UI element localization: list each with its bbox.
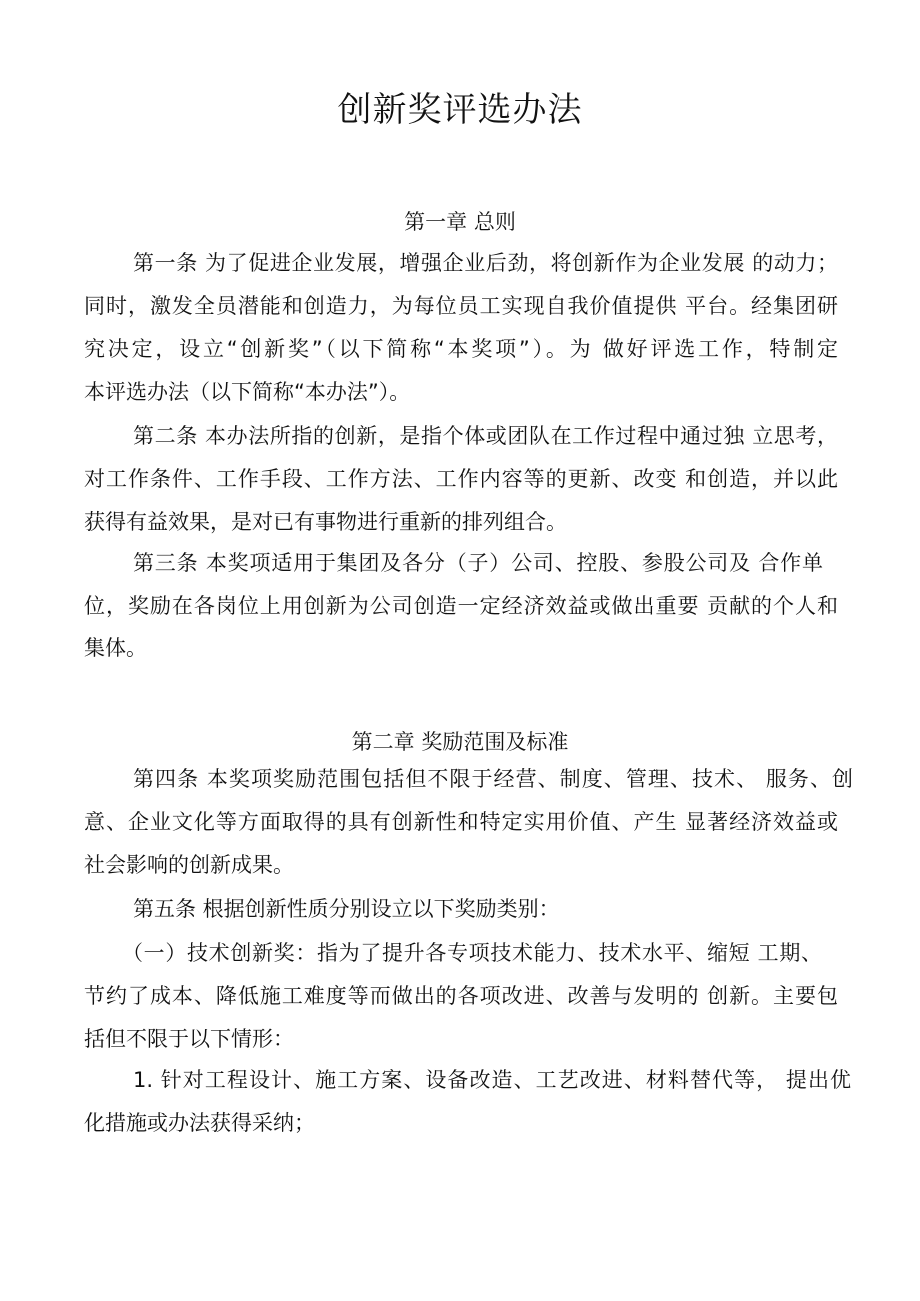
article-3-line: 集体。 [84, 636, 147, 660]
chapter-1-heading: 第一章 总则 [404, 210, 516, 234]
document-title: 创新奖评选办法 [337, 90, 583, 130]
list-item-1-line: 化措施或办法获得采纳； [84, 1111, 315, 1135]
tech-award-line: 括但不限于以下情形： [84, 1027, 294, 1051]
article-2-line: 对工作条件、工作手段、工作方法、工作内容等的更新、改变 和创造，并以此 [84, 467, 838, 491]
list-item-1-line: 1. 针对工程设计、施工方案、设备改造、工艺改进、材料替代等， 提出优 [133, 1068, 851, 1092]
tech-award-line: 节约了成本、降低施工难度等而做出的各项改进、改善与发明的 创新。主要包 [84, 984, 838, 1008]
article-1-line: 第一条 为了促进企业发展，增强企业后劲，将创新作为企业发展 的动力； [133, 251, 838, 275]
article-1-line: 究决定，设立“创新奖”（以下简称“本奖项”）。为 做好评选工作，特制定 [84, 337, 838, 361]
article-4-line: 第四条 本奖项奖励范围包括但不限于经营、制度、管理、技术、 服务、创 [133, 767, 853, 791]
article-3-line: 位，奖励在各岗位上用创新为公司创造一定经济效益或做出重要 贡献的个人和 [84, 594, 838, 618]
article-3-line: 第三条 本奖项适用于集团及各分（子）公司、控股、参股公司及 合作单 [133, 551, 823, 575]
article-2-line: 获得有益效果，是对已有事物进行重新的排列组合。 [84, 510, 567, 534]
article-1-line: 同时，激发全员潜能和创造力，为每位员工实现自我价值提供 平台。经集团研 [84, 294, 838, 318]
article-2-line: 第二条 本办法所指的创新，是指个体或团队在工作过程中通过独 立思考， [133, 424, 838, 448]
article-4-line: 意、企业文化等方面取得的具有创新性和特定实用价值、产生 显著经济效益或 [84, 810, 838, 834]
article-5-line: 第五条 根据创新性质分别设立以下奖励类别： [133, 897, 560, 921]
article-1-line: 本评选办法（以下简称“本办法”）。 [84, 380, 411, 404]
tech-award-line: （一）技术创新奖：指为了提升各专项技术能力、技术水平、缩短 工期、 [122, 941, 822, 965]
chapter-2-heading: 第二章 奖励范围及标准 [351, 730, 569, 754]
article-4-line: 社会影响的创新成果。 [84, 853, 294, 877]
